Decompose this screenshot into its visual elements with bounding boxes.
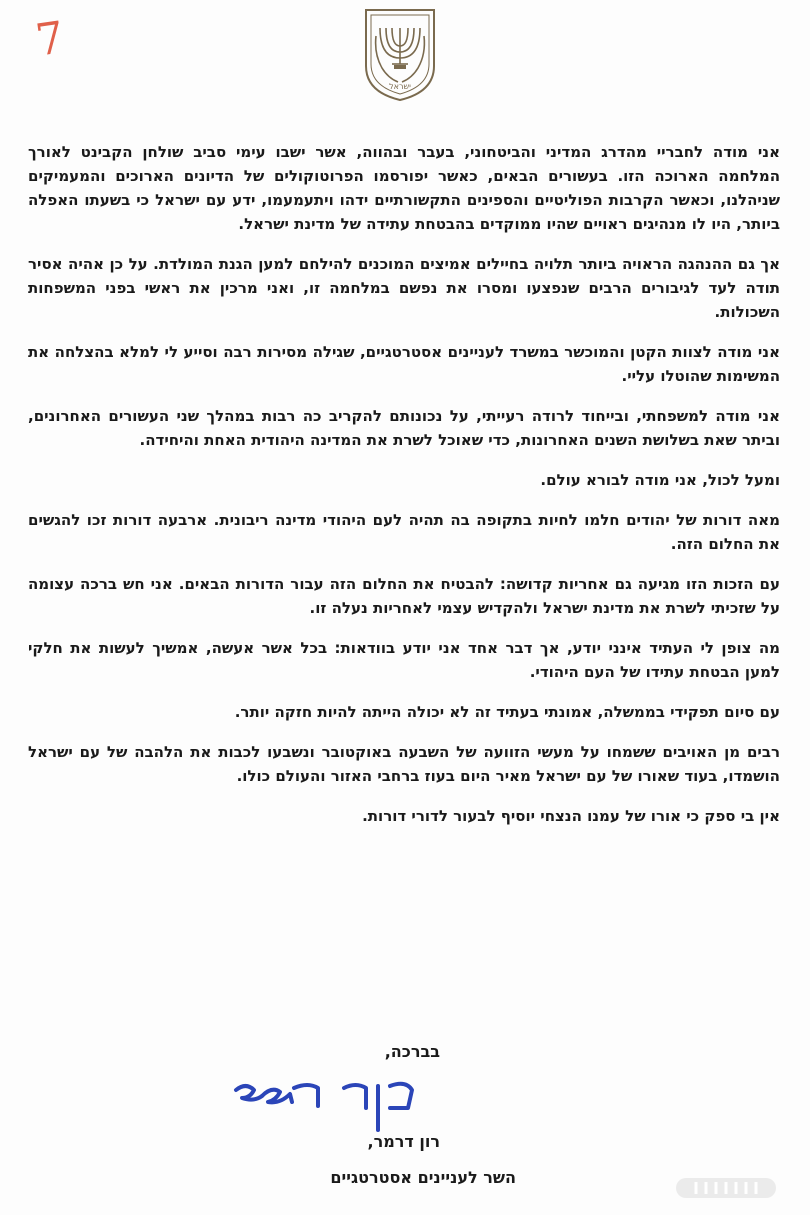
signer-name: רון דרמר,: [367, 1132, 440, 1151]
letter-body: [28, 140, 780, 844]
paragraph: מה צופן לי העתיד אינני יודע, אך דבר אחד אני יודע בוודאות: בכל אשר אעשה, אמשיך לעשות את חלקי למען הבטחת עתידו של העם היהודי.: [28, 639, 780, 681]
signer-title: השר לעניינים אסטרטגיים: [330, 1168, 516, 1187]
handwritten-page-number: 7: [32, 12, 68, 67]
handwritten-signature-icon: [232, 1076, 416, 1134]
closing-salutation: בברכה,: [384, 1042, 440, 1061]
paragraph: רבים מן האויבים ששמחו על מעשי הזוועה של השבעה באוקטובר ונשבעו לכבות את הלהבה של עם ישראל הושמדו, בעוד שאורו של עם ישראל מאיר היום בעוז ברחבי האזור והעולם כולו.: [28, 743, 780, 785]
paragraph: אין בי ספק כי אורו של עמנו הנצחי יוסיף לבעור לדורי דורות.: [362, 807, 780, 825]
paragraph: אך גם ההנהגה הראויה ביותר תלויה בחיילים אמיצים המוכנים להילחם למען הגנת המולדת. על כן אהיה אסיר תודה לעד לגיבורים הרבים שנפצעו ומסרו את נפשם במלחמה זו, ואני מרכין את ראשי בפני המשפחות השכולות.: [28, 255, 780, 321]
emblem-caption: ישראל: [389, 82, 411, 91]
paragraph: אני מודה למשפחתי, ובייחוד לרודה רעייתי, על נכונותם להקריב כה רבות במהלך שני העשורים האחרונים, וביתר שאת בשלושת השנים האחרונות, כדי שאוכל לשרת את המדינה היהודית האחת והיחידה.: [28, 407, 780, 449]
paragraph: עם סיום תפקידי בממשלה, אמונתי בעתיד זה לא יכולה הייתה להיות חזקה יותר.: [234, 703, 780, 721]
watermark-icon: [676, 1176, 776, 1200]
paragraph: אני מודה לחבריי מהדרג המדיני והביטחוני, בעבר ובהווה, אשר ישבו עימי סביב שולחן הקבינט לאורך המלחמה הארוכה הזו. בעשורים הבאים, כאשר יפורסמו הפרוטוקולים של הדיונים הארוכים והמעמיקים שניהלנו, וכאשר הקרבות הפוליטיים והספינים התקשורתיים ידהו ויתעמעמו, ידע עם ישראל כי בשעתו האפלה ביותר, היו לו מנהיגים ראויים שהיו ממוקדים בהבטחת עתידה של מדינת ישראל.: [28, 143, 780, 233]
state-emblem-icon: [362, 6, 438, 102]
paragraph: ומעל לכול, אני מודה לבורא עולם.: [540, 471, 780, 489]
paragraph: מאה דורות של יהודים חלמו לחיות בתקופה בה תהיה לעם היהודי מדינה ריבונית. ארבעה דורות זכו להגשים את החלום הזה.: [28, 511, 780, 553]
paragraph: אני מודה לצוות הקטן והמוכשר במשרד לעניינים אסטרטגיים, שגילה מסירות רבה וסייע לי למלא בהצלחה את המשימות שהוטלו עליי.: [28, 343, 780, 385]
paragraph: עם הזכות הזו מגיעה גם אחריות קדושה: להבטיח את החלום הזה עבור הדורות הבאים. אני חש ברכה עצומה על שזכיתי לשרת את מדינת ישראל ולהקדיש עצמי לאחריות נעלה זו.: [28, 575, 780, 617]
